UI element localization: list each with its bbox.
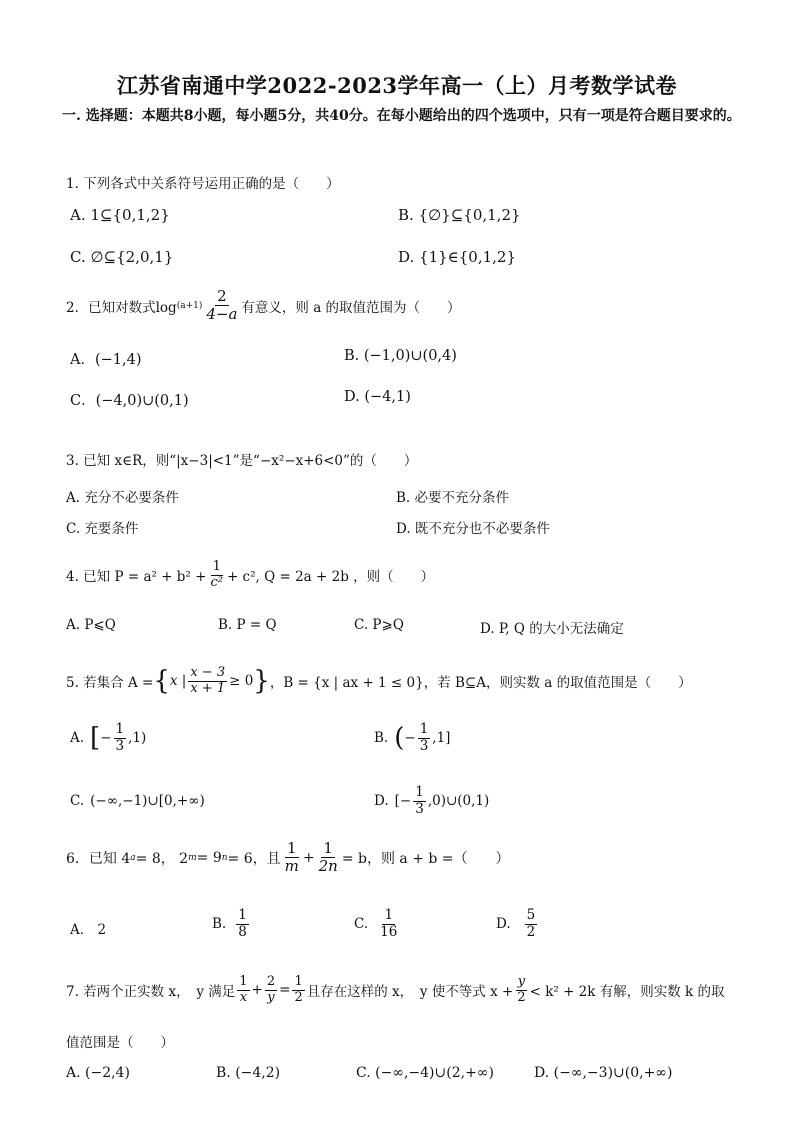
question-7-stem-line2: 值范围是（ ） [66, 1035, 174, 1051]
q5-option-a[interactable] [70, 722, 146, 754]
q6-sup-n: n [221, 852, 228, 863]
q4-option-b[interactable]: B. P = Q [218, 617, 277, 633]
q7-f1-num: 1 [239, 974, 248, 989]
q5-option-d-rest: ,0)∪(0,1) [427, 793, 490, 810]
q2-log-base: (a+1) [176, 300, 203, 311]
q6-option-c-den: 16 [380, 923, 398, 940]
q1-option-c[interactable]: C. ∅⊆{2,0,1} [70, 248, 174, 266]
question-2-stem [66, 288, 461, 324]
q6-option-c-num: 1 [384, 907, 394, 923]
q6-stem-e: = b，则 a + b =（ ） [341, 850, 510, 867]
q4-frac-num: 1 [212, 559, 221, 574]
q5-option-b-label: B. [374, 730, 389, 747]
q5-option-d-num: 1 [415, 784, 424, 800]
q5-option-b-rest: ,1] [432, 730, 451, 747]
q7-f4-num: y [517, 974, 526, 989]
q4-stem-after: + c², Q = 2a + 2b ，则（ ） [226, 569, 435, 586]
q7-option-a[interactable]: A. (−2,4) [66, 1065, 130, 1081]
q1-option-a[interactable]: A. 1⊆{0,1,2} [70, 206, 170, 224]
q6-frac-2 [317, 840, 340, 876]
q5-option-b-den: 3 [419, 737, 429, 754]
q2-stem-before: 2．已知对数式log [66, 299, 177, 316]
question-1-stem: 1. 下列各式中关系符号运用正确的是（ ） [66, 176, 340, 192]
q6-option-a[interactable] [70, 918, 106, 938]
q2-frac-den: 4−a [206, 305, 238, 324]
q5-option-b[interactable] [374, 722, 450, 754]
q7-option-d[interactable]: D. (−∞,−3)∪(0,+∞) [534, 1065, 673, 1081]
q4-fraction [208, 560, 225, 591]
q3-option-a[interactable]: A. 充分不必要条件 [66, 490, 179, 506]
q6-sup-a: a [130, 852, 136, 863]
q5-option-c[interactable] [70, 793, 205, 809]
q6-stem-c: = 9 [196, 849, 222, 866]
q7-stem-a: 7. 若两个正实数 x， y 满足 [66, 984, 236, 1001]
q4-option-d[interactable]: D. P, Q 的大小无法确定 [480, 621, 624, 637]
q6-option-d-frac [525, 908, 538, 940]
q6-option-d-num: 5 [526, 907, 536, 923]
q6-frac-1 [283, 840, 301, 876]
q5-frac-num: x − 3 [190, 665, 226, 680]
q6-option-a-text: 2 [97, 922, 107, 938]
q5-set-right: ≥ 0 [229, 673, 254, 690]
q7-frac-3 [292, 975, 304, 1006]
q2-stem-after: 有意义，则 a 的取值范围为（ ） [241, 299, 461, 316]
q5-option-d[interactable] [374, 785, 489, 817]
q6-frac1-num: 1 [286, 839, 297, 857]
q5-option-d-label: D. [374, 793, 389, 810]
q5-fraction [188, 666, 227, 697]
q6-stem-d: = 6，且 [227, 850, 281, 867]
q5-option-d-den: 3 [415, 800, 424, 817]
q2-fraction [204, 288, 239, 324]
q7-stem-c: < k² + 2k 有解，则实数 k 的取 [529, 984, 725, 1001]
q2-option-d[interactable]: D. (−4,1) [344, 389, 411, 405]
q5-option-a-frac [114, 722, 127, 754]
question-4-stem [66, 560, 434, 591]
q4-option-c[interactable]: C. P⩾Q [354, 617, 404, 633]
question-7-stem [66, 975, 725, 1006]
q6-sup-m: m [188, 852, 197, 863]
q6-option-b-label: B. [212, 916, 227, 933]
q7-frac-4 [515, 975, 527, 1006]
q7-f3-den: 2 [294, 989, 303, 1005]
q6-option-c-frac [378, 908, 399, 940]
q5-frac-den: x + 1 [190, 680, 226, 696]
q5-option-b-frac [418, 722, 431, 754]
q5-option-a-den: 3 [115, 737, 125, 754]
q6-plus: + [302, 849, 315, 866]
q3-option-b[interactable]: B. 必要不充分条件 [396, 490, 510, 506]
q7-option-b[interactable]: B. (−4,2) [216, 1065, 281, 1081]
q5-option-a-label: A. [70, 730, 85, 747]
q5-stem-after: ，B = {x | ax + 1 ≤ 0}，若 B⊆A，则实数 a 的取值范围是（ ） [269, 675, 692, 692]
page-title: 江苏省南通中学2022-2023学年高一（上）月考数学试卷 [116, 73, 678, 98]
q6-stem-a: 6．已知 4 [66, 850, 131, 867]
q7-plus: + [251, 982, 263, 999]
q5-option-d-sign: − [399, 793, 412, 810]
q6-option-b-frac [236, 908, 249, 940]
q4-frac-den: c² [210, 574, 223, 590]
q2-option-b[interactable]: B. (−1,0)∪(0,4) [344, 348, 457, 364]
q6-stem-b: = 8， 2 [135, 850, 189, 867]
q5-option-b-sign: − [404, 730, 416, 747]
section-heading: 一. 选择题：本题共8小题，每小题5分，共40分。在每小题给出的四个选项中，只有一项是符合题目要求的。 [62, 108, 741, 124]
q5-option-d-bracket: [ [394, 793, 400, 810]
q6-frac2-den: 2n [318, 857, 338, 876]
q5-option-b-bracket: ( [394, 723, 405, 754]
q5-option-a-rest: ,1) [128, 730, 147, 747]
q4-option-a[interactable]: A. P⩽Q [66, 617, 116, 633]
q3-option-c[interactable]: C. 充要条件 [66, 521, 139, 537]
q4-stem-before: 4. 已知 P = a² + b² + [66, 569, 207, 586]
q1-option-d[interactable]: D. {1}∈{0,1,2} [398, 248, 517, 266]
q7-frac-1 [237, 975, 249, 1006]
q6-option-b-den: 8 [238, 923, 247, 940]
q7-f2-num: 2 [266, 974, 276, 989]
q7-f4-den: 2 [517, 989, 526, 1005]
q5-option-a-num: 1 [115, 721, 125, 737]
q2-frac-num: 2 [217, 287, 227, 305]
question-3-stem: 3. 已知 x∈R，则“|x−3|<1”是“−x²−x+6<0”的（ ） [66, 453, 418, 469]
q5-option-d-frac [413, 785, 426, 817]
q5-option-a-bracket: [ [90, 723, 101, 754]
q1-option-b[interactable]: B. {∅}⊆{0,1,2} [398, 206, 521, 224]
q6-option-b-num: 1 [238, 907, 247, 923]
q5-option-b-num: 1 [419, 721, 429, 737]
q2-option-a[interactable]: A．(−1,4) [70, 352, 142, 368]
q6-frac1-den: m [284, 857, 299, 876]
q5-option-c-label: C. [70, 793, 85, 809]
q6-option-d-den: 2 [526, 923, 536, 940]
q6-frac2-num: 1 [323, 839, 333, 857]
question-5-stem [66, 666, 692, 697]
q7-f2-den: y [267, 989, 275, 1005]
q6-option-a-label: A． [70, 922, 94, 938]
q7-option-c[interactable]: C. (−∞,−4)∪(2,+∞) [356, 1065, 494, 1081]
q7-stem-b: 且存在这样的 x， y 使不等式 x + [306, 984, 514, 1001]
q6-option-d-label: D. [496, 916, 511, 933]
q7-f1-den: x [239, 989, 248, 1005]
q6-option-b[interactable] [212, 908, 251, 940]
q5-stem-before: 5. 若集合 A = [66, 675, 154, 692]
q7-equals: = [279, 982, 291, 999]
q7-f3-num: 1 [294, 974, 303, 989]
q2-option-c[interactable]: C．(−4,0)∪(0,1) [70, 393, 189, 409]
q5-set-left: x | [169, 673, 187, 690]
q6-option-c[interactable] [354, 908, 401, 940]
q5-option-a-sign: − [100, 730, 112, 747]
question-6-stem [66, 840, 510, 876]
q5-option-c-text: (−∞,−1)∪[0,+∞) [90, 793, 205, 809]
q5-set-close-brace: } [253, 666, 270, 697]
q6-option-c-label: C. [354, 916, 369, 933]
q5-set-open-brace: { [153, 666, 170, 697]
q7-frac-2 [265, 975, 277, 1006]
q3-option-d[interactable]: D. 既不充分也不必要条件 [396, 521, 550, 537]
q6-option-d[interactable] [496, 908, 539, 940]
